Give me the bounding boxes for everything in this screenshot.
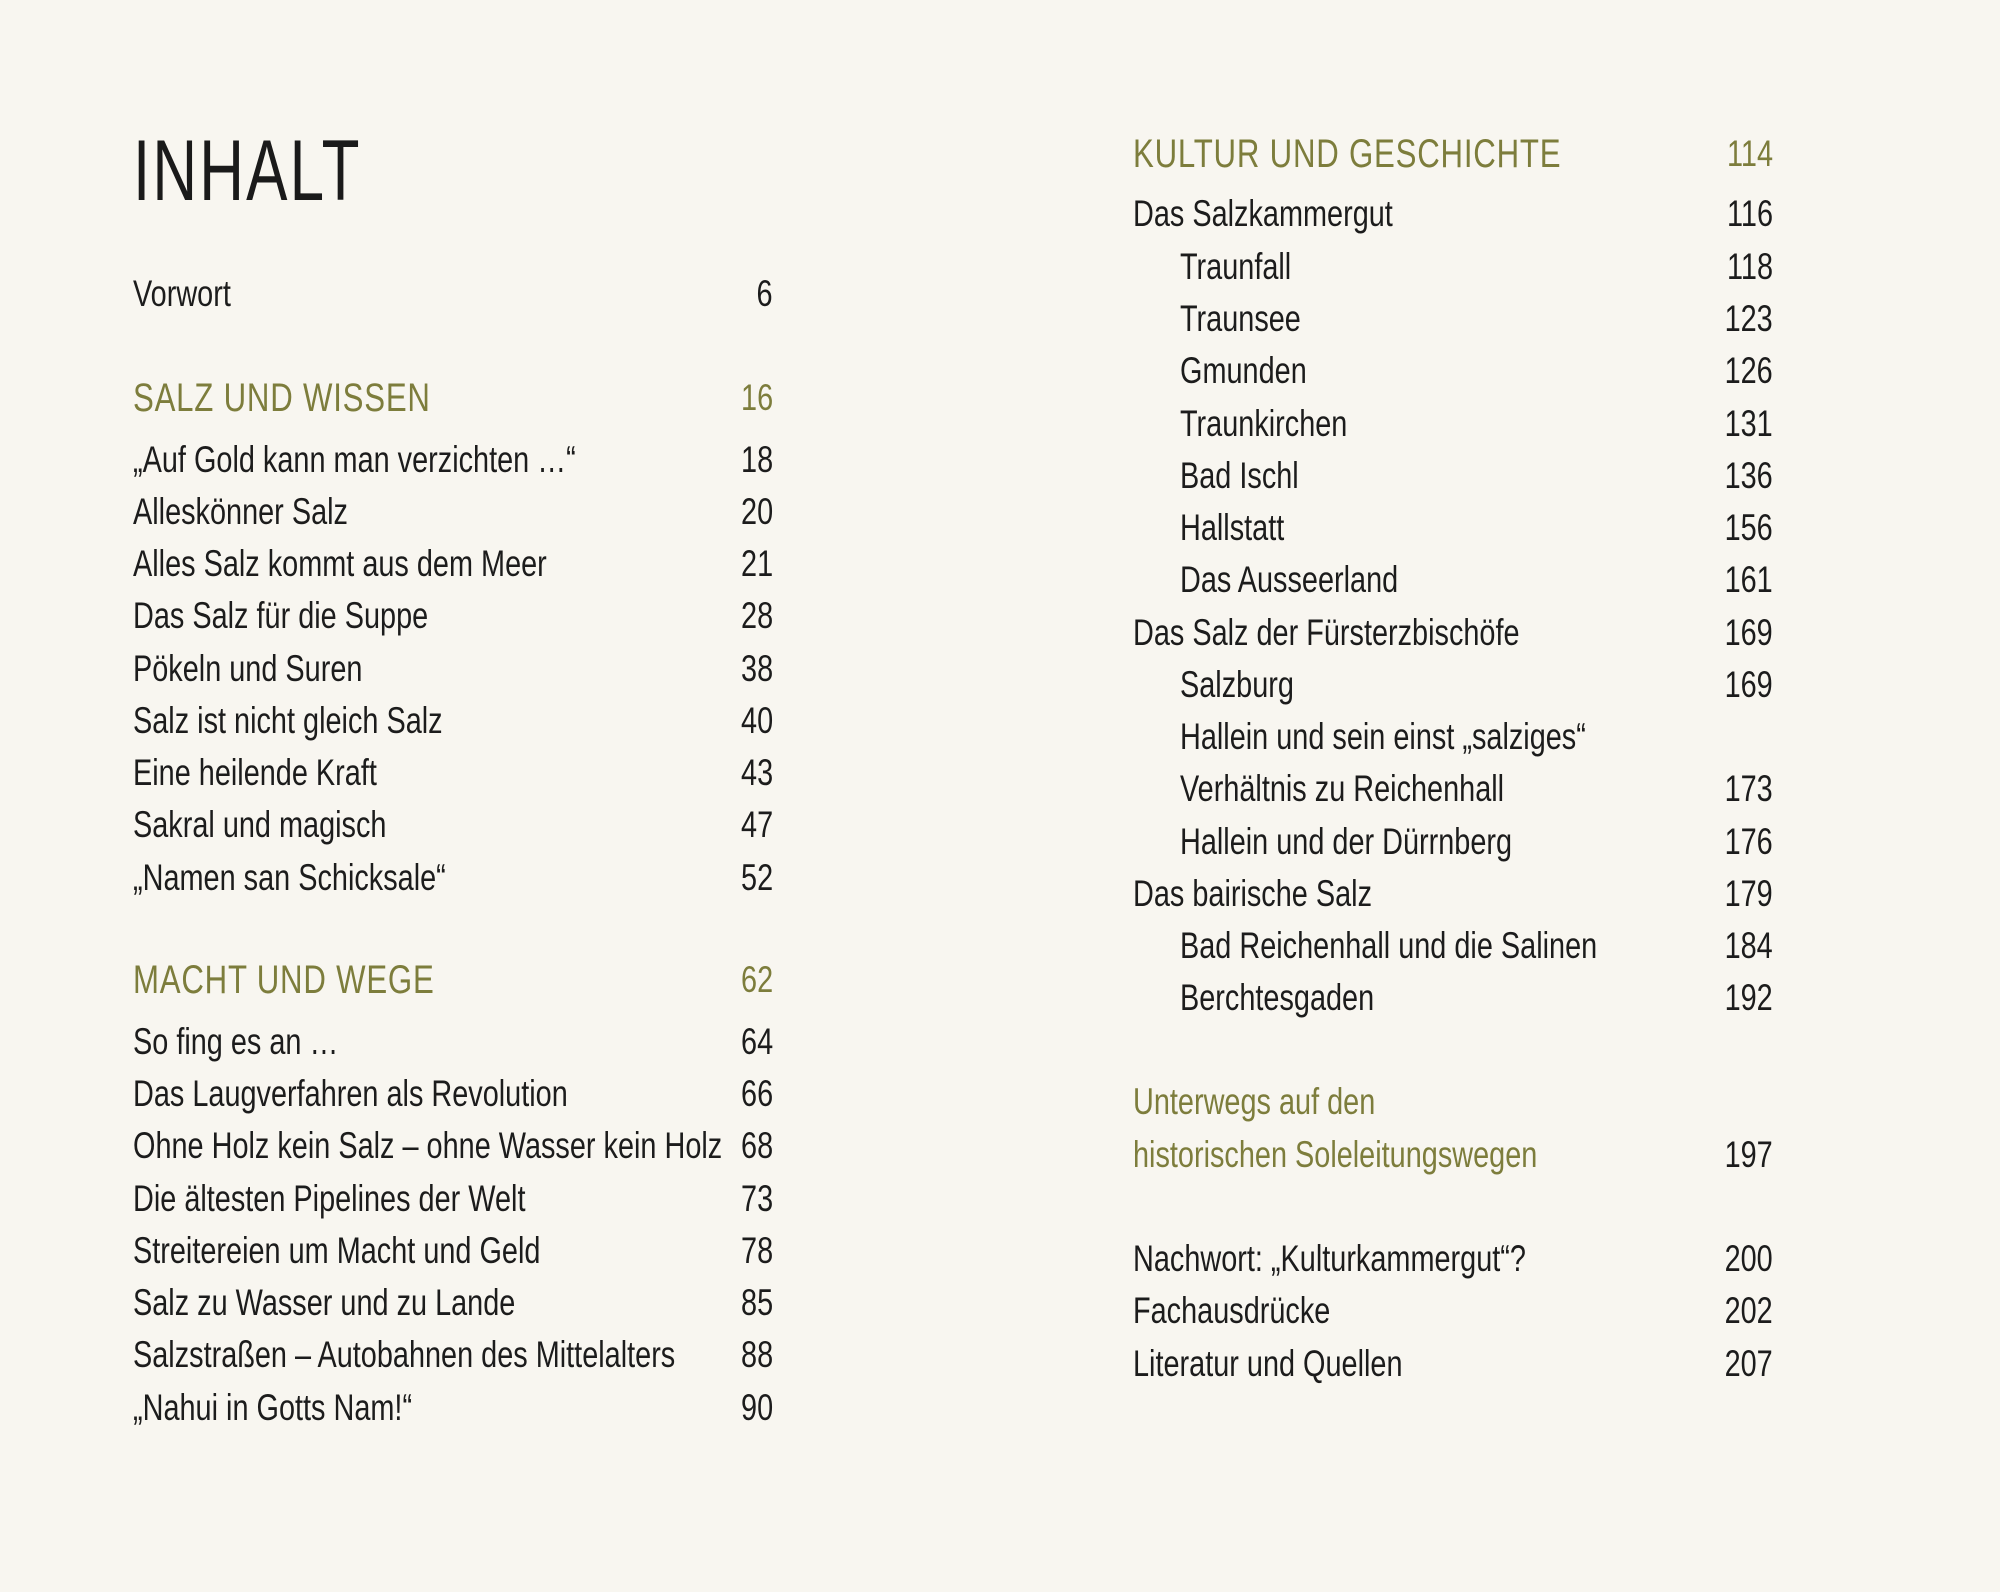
toc-page-number: 43 [740, 752, 773, 793]
toc-entry [133, 856, 773, 900]
toc-entry-label: Alleskönner Salz [133, 491, 348, 532]
toc-entry [1133, 611, 1773, 655]
toc-entry [133, 490, 773, 534]
toc-page-number: 114 [1726, 133, 1773, 174]
toc-entry-label: Salzburg [1180, 664, 1294, 705]
toc-entry [1133, 1342, 1773, 1386]
toc-entry [1133, 872, 1773, 916]
toc-page-number: 207 [1724, 1343, 1773, 1384]
toc-page-number: 20 [740, 491, 773, 532]
toc-entry-label: Salzstraßen – Autobahnen des Mittelalters [133, 1334, 676, 1375]
toc-page-number: 131 [1724, 403, 1773, 444]
toc-entry-label: Unterwegs auf den [1133, 1081, 1376, 1122]
toc-entry [1133, 1237, 1773, 1281]
toc-page-number: 73 [740, 1178, 773, 1219]
toc-entry [1133, 820, 1773, 864]
toc-entry [1133, 715, 1773, 759]
toc-entry [1133, 767, 1773, 811]
toc-entry-label: Pökeln und Suren [133, 648, 363, 689]
toc-entry-label: Das Salz für die Suppe [133, 595, 429, 636]
toc-page-number: 202 [1724, 1290, 1773, 1331]
toc-entry [133, 594, 773, 638]
toc-page-number: 66 [740, 1073, 773, 1114]
toc-entry-label: Bad Reichenhall und die Salinen [1180, 925, 1598, 966]
toc-page-number: 136 [1724, 455, 1773, 496]
toc-entry [1133, 1080, 1773, 1124]
toc-entry [1133, 402, 1773, 446]
toc-entry [133, 1229, 773, 1273]
toc-page-number: 6 [756, 273, 773, 314]
toc-page-number: 116 [1726, 193, 1773, 234]
toc-entry-label: Gmunden [1180, 350, 1307, 391]
toc-page-number: 68 [740, 1125, 773, 1166]
toc-entry-label: „Auf Gold kann man verzichten …“ [133, 439, 576, 480]
toc-entry [1133, 506, 1773, 550]
toc-entry-label: „Nahui in Gotts Nam!“ [133, 1387, 413, 1428]
toc-section-heading [133, 958, 773, 1002]
toc-entry-label: Verhältnis zu Reichenhall [1180, 768, 1505, 809]
toc-entry-label: So fing es an … [133, 1021, 339, 1062]
toc-page-number: 40 [740, 700, 773, 741]
toc-entry [1133, 558, 1773, 602]
toc-entry [133, 1333, 773, 1377]
toc-entry [133, 438, 773, 482]
toc-entry [133, 272, 773, 316]
toc-entry-label: Hallein und sein einst „salziges“ [1180, 716, 1586, 757]
toc-entry-label: MACHT UND WEGE [133, 958, 435, 1002]
toc-page-number: 85 [740, 1282, 773, 1323]
toc-page-number: 28 [740, 595, 773, 636]
toc-entry-label: Bad Ischl [1180, 455, 1299, 496]
toc-entry-label: Das bairische Salz [1133, 873, 1372, 914]
toc-entry-label: Das Salz der Fürsterzbischöfe [1133, 612, 1520, 653]
toc-entry-label: Traunfall [1180, 246, 1292, 287]
toc-page-number: 197 [1724, 1134, 1773, 1175]
toc-entry [1133, 976, 1773, 1020]
toc-entry [1133, 1133, 1773, 1177]
page-title: INHALT [133, 123, 362, 219]
toc-page-number: 179 [1724, 873, 1773, 914]
toc-entry-label: Das Ausseerland [1180, 559, 1399, 600]
toc-page-number: 173 [1724, 768, 1773, 809]
toc-entry [133, 542, 773, 586]
toc-entry [1133, 297, 1773, 341]
toc-page-number: 156 [1724, 507, 1773, 548]
toc-entry [133, 803, 773, 847]
toc-page-number: 78 [740, 1230, 773, 1271]
toc-entry-label: Nachwort: „Kulturkammergut“? [1133, 1238, 1526, 1279]
toc-section-heading [133, 376, 773, 420]
toc-entry-label: Alles Salz kommt aus dem Meer [133, 543, 547, 584]
toc-page-number: 90 [740, 1387, 773, 1428]
toc-entry [133, 699, 773, 743]
toc-page-number: 47 [740, 804, 773, 845]
toc-entry-label: Berchtesgaden [1180, 977, 1375, 1018]
toc-entry-label: Vorwort [133, 273, 231, 314]
toc-entry-label: Salz zu Wasser und zu Lande [133, 1282, 516, 1323]
toc-entry-label: Fachausdrücke [1133, 1290, 1331, 1331]
toc-entry [133, 1281, 773, 1325]
toc-entry-label: Sakral und magisch [133, 804, 387, 845]
toc-page-number: 52 [740, 857, 773, 898]
toc-entry-label: Das Salzkammergut [1133, 193, 1393, 234]
toc-page-number: 200 [1724, 1238, 1773, 1279]
toc-entry-label: Traunkirchen [1180, 403, 1348, 444]
toc-page-number: 118 [1726, 246, 1773, 287]
toc-entry [1133, 1289, 1773, 1333]
toc-page-number: 18 [740, 439, 773, 480]
toc-entry-label: Die ältesten Pipelines der Welt [133, 1178, 526, 1219]
toc-entry [1133, 924, 1773, 968]
toc-entry [133, 1072, 773, 1116]
toc-page-number: 16 [740, 377, 773, 418]
toc-entry-label: Das Laugverfahren als Revolution [133, 1073, 568, 1114]
toc-entry-label: Traunsee [1180, 298, 1301, 339]
toc-entry [133, 647, 773, 691]
toc-entry-label: Hallein und der Dürrnberg [1180, 821, 1513, 862]
toc-page-number: 192 [1724, 977, 1773, 1018]
toc-entry-label: Ohne Holz kein Salz – ohne Wasser kein Holz [133, 1125, 723, 1166]
toc-section-heading [1133, 132, 1773, 176]
toc-entry-label: Hallstatt [1180, 507, 1285, 548]
toc-page-number: 64 [740, 1021, 773, 1062]
toc-page-number: 62 [740, 959, 773, 1000]
toc-entry [1133, 663, 1773, 707]
toc-page-number: 123 [1724, 298, 1773, 339]
toc-page-number: 169 [1724, 612, 1773, 653]
toc-entry [1133, 349, 1773, 393]
toc-entry-label: historischen Soleleitungswegen [1133, 1134, 1538, 1175]
toc-entry [1133, 192, 1773, 236]
toc-entry [133, 1020, 773, 1064]
toc-page-number: 88 [740, 1334, 773, 1375]
toc-page-number: 184 [1724, 925, 1773, 966]
toc-page-number: 176 [1724, 821, 1773, 862]
toc-page-number: 38 [740, 648, 773, 689]
toc-entry [1133, 454, 1773, 498]
toc-entry-label: Eine heilende Kraft [133, 752, 377, 793]
toc-entry [133, 1386, 773, 1430]
toc-entry-label: „Namen san Schicksale“ [133, 857, 446, 898]
toc-entry [133, 1177, 773, 1221]
toc-entry [1133, 245, 1773, 289]
toc-entry [133, 751, 773, 795]
toc-entry-label: SALZ UND WISSEN [133, 376, 431, 420]
toc-page-number: 161 [1724, 559, 1773, 600]
toc-entry-label: KULTUR UND GESCHICHTE [1133, 132, 1562, 176]
toc-page-number: 126 [1724, 350, 1773, 391]
toc-entry-label: Literatur und Quellen [1133, 1343, 1403, 1384]
toc-page-number: 21 [740, 543, 773, 584]
toc-entry-label: Salz ist nicht gleich Salz [133, 700, 443, 741]
toc-entry [133, 1124, 773, 1168]
toc-page-number: 169 [1724, 664, 1773, 705]
toc-entry-label: Streitereien um Macht und Geld [133, 1230, 541, 1271]
